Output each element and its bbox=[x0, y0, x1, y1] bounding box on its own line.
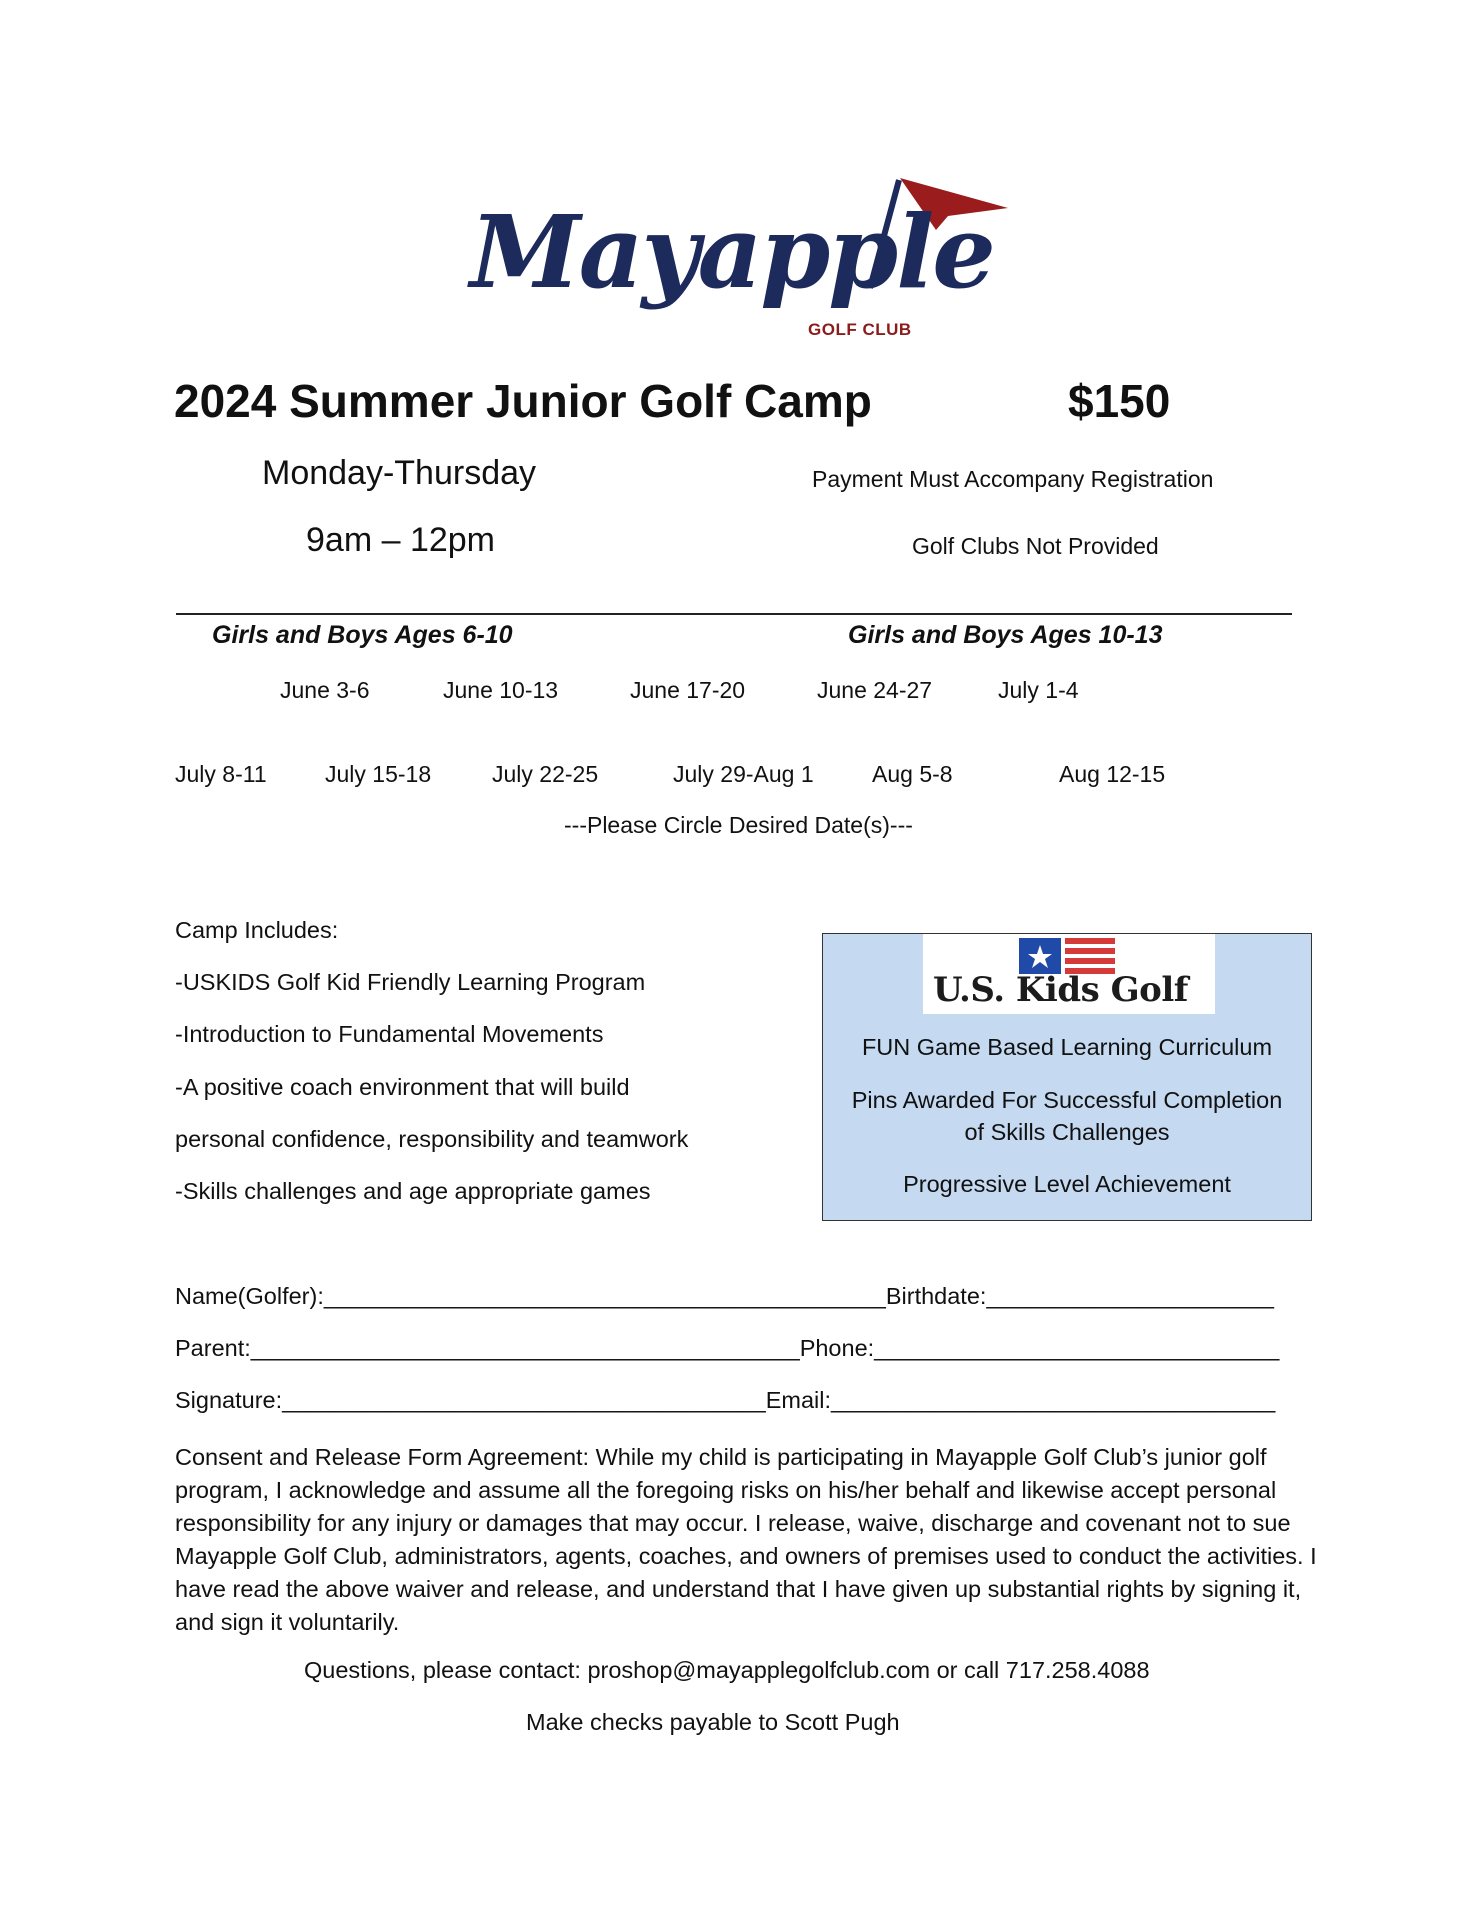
includes-item: personal confidence, responsibility and teamwork bbox=[175, 1126, 689, 1152]
checks-payable: Make checks payable to Scott Pugh bbox=[526, 1709, 900, 1735]
page-title: 2024 Summer Junior Golf Camp bbox=[174, 375, 872, 427]
uskids-info-box bbox=[822, 933, 1312, 1221]
date-option[interactable]: June 3-6 bbox=[280, 677, 370, 703]
date-option[interactable]: Aug 5-8 bbox=[872, 761, 953, 787]
date-option[interactable]: July 1-4 bbox=[998, 677, 1079, 703]
parent-phone-field[interactable]: Parent:__________________________________________Phone:_______________________________ bbox=[175, 1335, 1280, 1361]
logo-subtitle: GOLF CLUB bbox=[808, 320, 912, 339]
signature-email-field[interactable]: Signature:_____________________________________Email:__________________________________ bbox=[175, 1387, 1276, 1413]
includes-item: -A positive coach environment that will build bbox=[175, 1074, 630, 1100]
consent-text: Consent and Release Form Agreement: While my child is participating in Mayapple Golf Club’s junior golf program, I acknowledge and assume all the foregoing risks on his/her behalf and likewise accept personal responsibility for any injury or damages that may occur. I release, waive, discharge and covenant not to sue Mayapple Golf Club, administrators, agents, coaches, and owners of premises used to conduct the activities. I have read the above waiver and release, and understand that I have given up substantial rights by signing it, and sign it voluntarily. bbox=[175, 1444, 1317, 1635]
name-birthdate-field[interactable]: Name(Golfer):___________________________________________Birthdate:______________________ bbox=[175, 1283, 1274, 1309]
contact-info: Questions, please contact: proshop@mayapplegolfclub.com or call 717.258.4088 bbox=[304, 1657, 1150, 1683]
mayapple-logo bbox=[470, 168, 1015, 358]
date-option[interactable]: Aug 12-15 bbox=[1059, 761, 1166, 787]
clubs-note: Golf Clubs Not Provided bbox=[912, 533, 1159, 559]
uskids-logo bbox=[923, 934, 1215, 1014]
includes-heading: Camp Includes: bbox=[175, 917, 339, 943]
date-option[interactable]: July 15-18 bbox=[325, 761, 432, 787]
uskids-line: of Skills Challenges bbox=[964, 1119, 1170, 1145]
date-option[interactable]: June 17-20 bbox=[630, 677, 746, 703]
price: $150 bbox=[1068, 375, 1171, 427]
includes-item: -USKIDS Golf Kid Friendly Learning Program bbox=[175, 969, 646, 995]
date-option[interactable]: June 24-27 bbox=[817, 677, 933, 703]
age-group-older: Girls and Boys Ages 10-13 bbox=[848, 621, 1163, 649]
uskids-line: Pins Awarded For Successful Completion bbox=[851, 1087, 1283, 1113]
camp-hours: 9am – 12pm bbox=[306, 521, 495, 559]
us-flag-icon bbox=[1019, 938, 1115, 974]
camp-days: Monday-Thursday bbox=[262, 454, 537, 492]
logo-wordmark: Mayapple bbox=[470, 193, 994, 311]
date-option[interactable]: July 22-25 bbox=[492, 761, 599, 787]
divider bbox=[176, 613, 1292, 615]
uskids-logo-text: U.S. Kids Golf bbox=[933, 970, 1188, 1010]
uskids-line: Progressive Level Achievement bbox=[903, 1171, 1231, 1197]
circle-dates-note: ---Please Circle Desired Date(s)--- bbox=[564, 812, 913, 838]
date-option[interactable]: July 8-11 bbox=[175, 761, 267, 787]
date-option[interactable]: July 29-Aug 1 bbox=[673, 761, 814, 787]
includes-item: -Skills challenges and age appropriate games bbox=[175, 1178, 651, 1204]
payment-note: Payment Must Accompany Registration bbox=[812, 466, 1214, 492]
age-group-younger: Girls and Boys Ages 6-10 bbox=[212, 621, 513, 649]
date-option[interactable]: June 10-13 bbox=[443, 677, 559, 703]
includes-item: -Introduction to Fundamental Movements bbox=[175, 1021, 604, 1047]
uskids-line: FUN Game Based Learning Curriculum bbox=[861, 1034, 1273, 1060]
